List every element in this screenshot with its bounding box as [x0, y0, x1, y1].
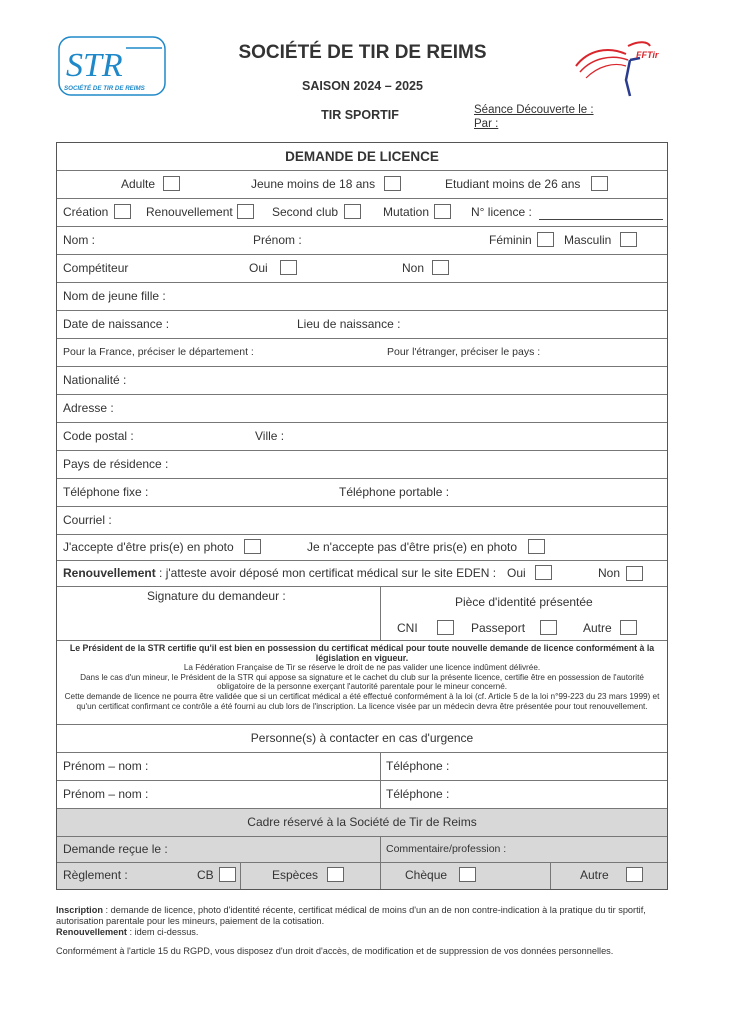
competitor-yes-checkbox[interactable] — [280, 260, 297, 275]
par-label: Par : — [474, 118, 499, 130]
signature-label: Signature du demandeur : — [147, 589, 286, 603]
cheque-checkbox[interactable] — [459, 867, 476, 882]
received-label: Demande reçue le : — [63, 842, 168, 856]
renewal-cert-yes-label: Oui — [507, 566, 526, 580]
other-payment-label: Autre — [580, 868, 609, 882]
mobile-phone-label: Téléphone portable : — [339, 485, 450, 499]
country-abroad-label: Pour l'étranger, préciser le pays : — [387, 346, 541, 358]
birth-date-label: Date de naissance : — [63, 317, 170, 331]
reserved-received-row — [57, 837, 667, 863]
inscription-note: Inscription : demande de licence, photo d'identité récente, certificat médical de moins d'un an de non contre-indication à la pratique du tir sportif, autorisation parentale pour les mineurs, paiement de la cotisation. Renouvellement : idem ci-dessus. — [56, 905, 646, 937]
emergency-name-1-label: Prénom – nom : — [63, 759, 149, 773]
renewal-cert-yes-checkbox[interactable] — [535, 565, 552, 580]
seance-label: Séance Découverte le : — [474, 104, 594, 116]
city-label: Ville : — [255, 429, 285, 443]
address-row — [57, 395, 667, 423]
birth-place-label: Lieu de naissance : — [297, 317, 401, 331]
photo-row — [57, 535, 667, 561]
renewal-cert-no-label: Non — [598, 566, 621, 580]
competitor-row — [57, 255, 667, 283]
renewal-label: Renouvellement — [146, 205, 233, 219]
category-row — [57, 171, 667, 199]
legal-line-3: Cette demande de licence ne pourra être validée que si un certificat médical a été effectué conformément à la loi (cf. Article 5 de la loi n°99-223 du 23 mars 1999) et qu'un certificat confirmant ce contrôle a été fourni au club lors de l'inscription. La licence visée par un médecin devra être présentée pour tout renouvellement. — [64, 691, 660, 711]
licence-form — [56, 142, 668, 890]
country-row — [57, 451, 667, 479]
other-id-label: Autre — [583, 621, 612, 635]
cb-label: CB — [197, 868, 214, 882]
page-title: SOCIÉTÉ DE TIR DE REIMS — [238, 42, 487, 63]
country-label: Pays de résidence : — [63, 457, 169, 471]
phone-row — [57, 479, 667, 507]
cash-label: Espèces — [272, 868, 319, 882]
postal-row — [57, 423, 667, 451]
licence-no-field[interactable] — [539, 219, 663, 220]
mutation-checkbox[interactable] — [434, 204, 451, 219]
competitor-yes-label: Oui — [249, 261, 268, 275]
passport-checkbox[interactable] — [540, 620, 557, 635]
fixed-phone-label: Téléphone fixe : — [63, 485, 149, 499]
discipline: TIR SPORTIF — [321, 108, 399, 122]
other-payment-checkbox[interactable] — [626, 867, 643, 882]
nationality-row — [57, 367, 667, 395]
emergency-name-2-label: Prénom – nom : — [63, 787, 149, 801]
competitor-no-label: Non — [402, 261, 425, 275]
male-label: Masculin — [564, 233, 612, 247]
competitor-label: Compétiteur — [63, 261, 129, 275]
mutation-label: Mutation — [383, 205, 430, 219]
reserved-title-row — [57, 809, 667, 837]
nationality-label: Nationalité : — [63, 373, 127, 387]
season: SAISON 2024 – 2025 — [302, 79, 423, 93]
adult-label: Adulte — [121, 177, 156, 191]
form-title-row — [57, 143, 667, 171]
other-id-checkbox[interactable] — [620, 620, 637, 635]
payment-row — [57, 863, 667, 889]
licence-no-label: N° licence : — [471, 205, 532, 219]
reserved-title: Cadre réservé à la Société de Tir de Reims — [247, 815, 477, 829]
male-checkbox[interactable] — [620, 232, 637, 247]
creation-label: Création — [63, 205, 109, 219]
birth-region-row — [57, 339, 667, 367]
renewal-cert-row — [57, 561, 667, 587]
female-checkbox[interactable] — [537, 232, 554, 247]
birth-row — [57, 311, 667, 339]
email-row — [57, 507, 667, 535]
legal-row — [57, 641, 667, 725]
cni-checkbox[interactable] — [437, 620, 454, 635]
renewal-cert-no-checkbox[interactable] — [626, 566, 643, 581]
emergency-title-row — [57, 725, 667, 753]
creation-checkbox[interactable] — [114, 204, 131, 219]
student-checkbox[interactable] — [591, 176, 608, 191]
cni-label: CNI — [397, 621, 418, 635]
emergency-phone-2-label: Téléphone : — [386, 787, 450, 801]
renewal-checkbox[interactable] — [237, 204, 254, 219]
junior-label: Jeune moins de 18 ans — [251, 177, 376, 191]
address-label: Adresse : — [63, 401, 114, 415]
svg-text:FFTir: FFTir — [636, 50, 659, 60]
legal-line-2: Dans le cas d'un mineur, le Président de la STR qui appose sa signature et le cachet du club sur la présente licence, certifie être en possession de l'autorité obligatoire de la personne exerçant l'autorité parentale pour le mineur concerné. — [80, 672, 644, 692]
first-name-label: Prénom : — [253, 233, 302, 247]
last-name-label: Nom : — [63, 233, 96, 247]
maiden-name-label: Nom de jeune fille : — [63, 289, 166, 303]
adult-checkbox[interactable] — [163, 176, 180, 191]
postal-code-label: Code postal : — [63, 429, 134, 443]
id-doc-label: Pièce d'identité présentée — [455, 595, 593, 609]
fft-logo — [568, 36, 678, 100]
identity-row — [57, 227, 667, 255]
photo-accept-label: J'accepte d'être pris(e) en photo — [63, 540, 234, 554]
emergency-row-1 — [57, 753, 667, 781]
photo-refuse-label: Je n'accepte pas d'être pris(e) en photo — [307, 540, 518, 554]
payment-label: Règlement : — [63, 868, 128, 882]
photo-refuse-checkbox[interactable] — [528, 539, 545, 554]
svg-text:SOCIÉTÉ DE TIR DE REIMS: SOCIÉTÉ DE TIR DE REIMS — [64, 85, 145, 92]
emergency-title: Personne(s) à contacter en cas d'urgence — [250, 731, 474, 745]
legal-certification: Le Président de la STR certifie qu'il est bien en possession du certificat médical pour toute nouvelle demande de licence conformément à la législation en vigueur. — [69, 643, 655, 663]
photo-accept-checkbox[interactable] — [244, 539, 261, 554]
cb-checkbox[interactable] — [219, 867, 236, 882]
legal-text — [63, 644, 661, 711]
second-club-checkbox[interactable] — [344, 204, 361, 219]
department-label: Pour la France, préciser le département : — [63, 346, 254, 358]
signature-row — [57, 587, 667, 641]
renewal-cert-text: Renouvellement : j'atteste avoir déposé mon certificat médical sur le site EDEN : — [63, 566, 497, 580]
maiden-name-row — [57, 283, 667, 311]
cheque-label: Chèque — [405, 868, 448, 882]
competitor-no-checkbox[interactable] — [432, 260, 449, 275]
second-club-label: Second club — [272, 205, 339, 219]
female-label: Féminin — [489, 233, 532, 247]
legal-line-1: La Fédération Française de Tir se réserve le droit de ne pas valider une licence indûment délivrée. — [183, 663, 541, 673]
student-label: Etudiant moins de 26 ans — [445, 177, 581, 191]
junior-checkbox[interactable] — [384, 176, 401, 191]
emergency-row-2 — [57, 781, 667, 809]
form-title: DEMANDE DE LICENCE — [285, 149, 439, 164]
comment-label: Commentaire/profession : — [386, 843, 507, 855]
emergency-phone-1-label: Téléphone : — [386, 759, 450, 773]
str-logo — [58, 36, 166, 96]
passport-label: Passeport — [471, 621, 526, 635]
rgpd-note: Conformément à l'article 15 du RGPD, vous disposez d'un droit d'accès, de modification et de suppression de vos données personnelles. — [56, 946, 614, 956]
seance-block — [474, 103, 594, 131]
svg-text:STR: STR — [66, 47, 123, 84]
request-type-row — [57, 199, 667, 227]
cash-checkbox[interactable] — [327, 867, 344, 882]
email-label: Courriel : — [63, 513, 112, 527]
